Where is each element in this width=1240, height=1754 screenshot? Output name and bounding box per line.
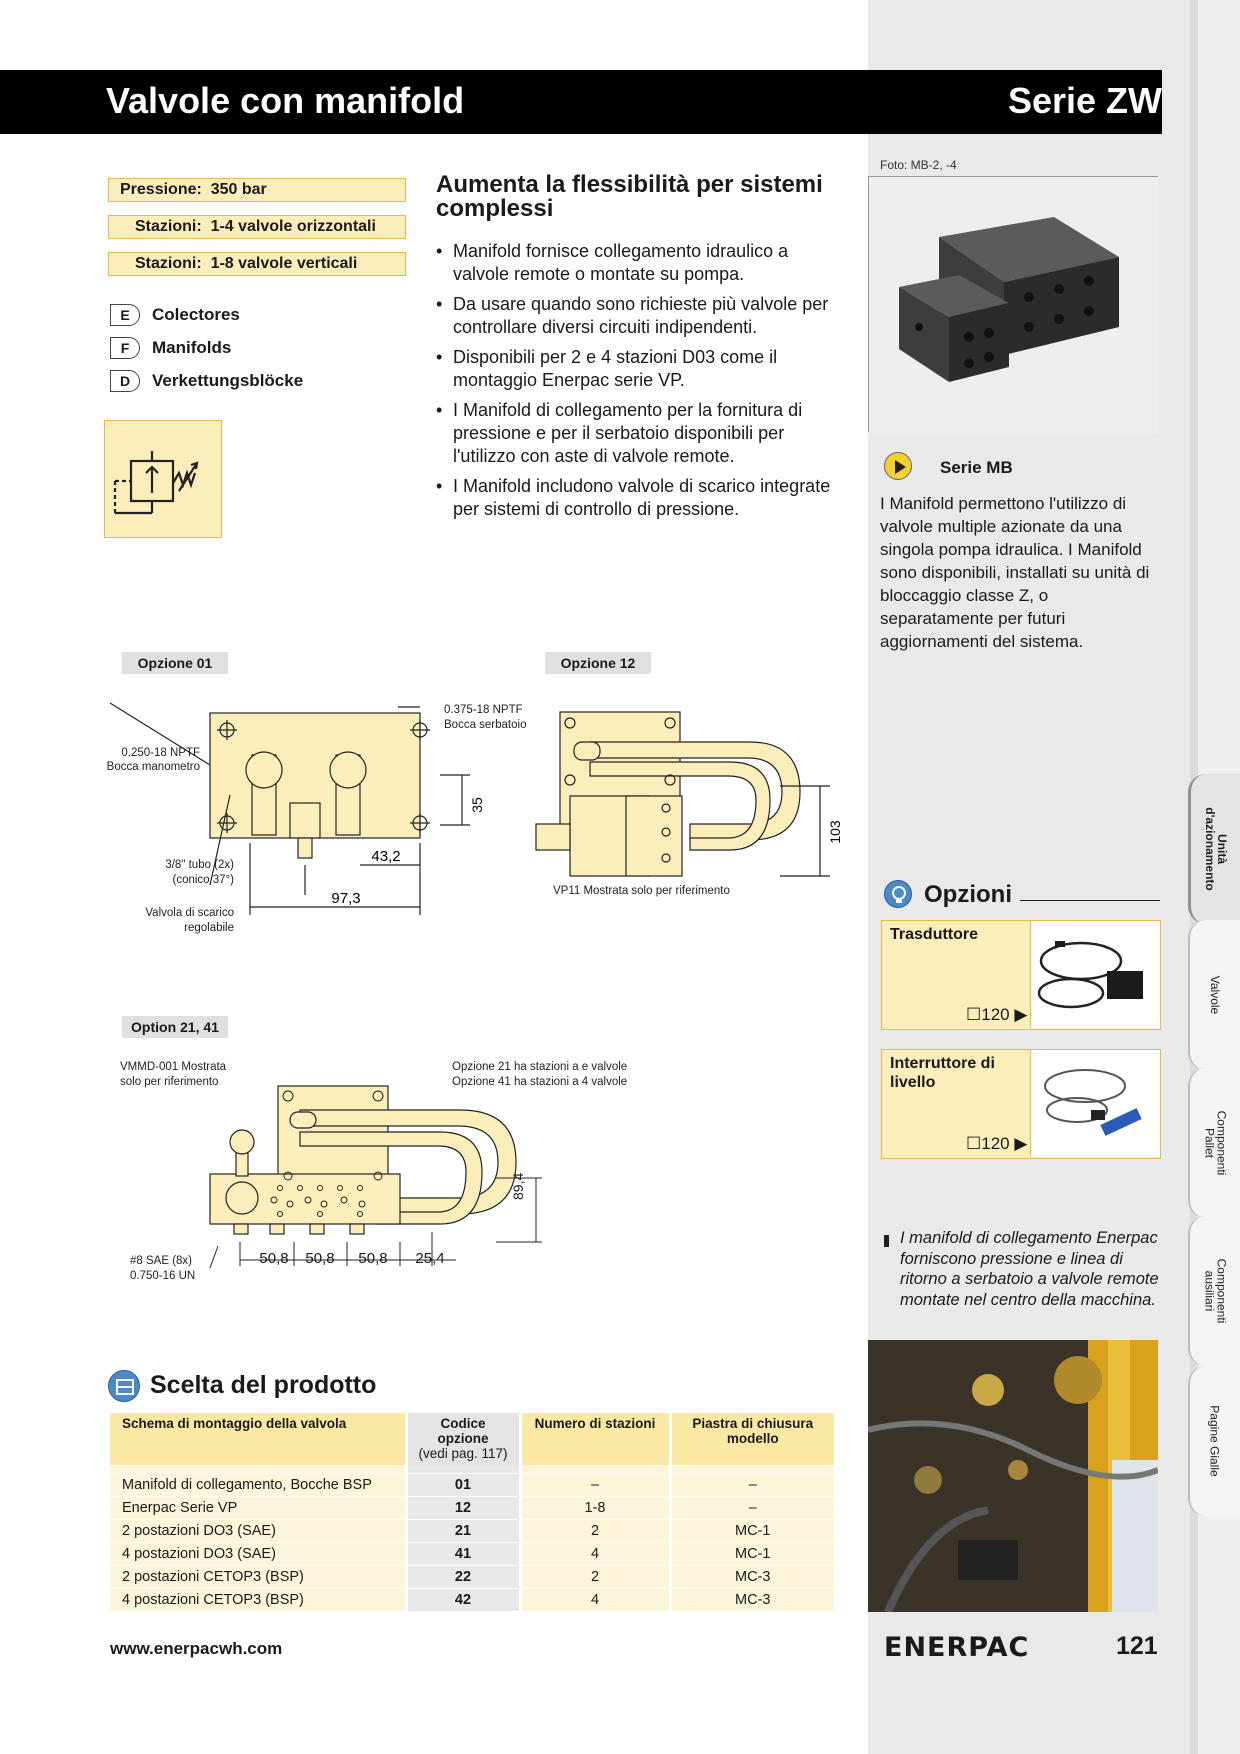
tank-port-spec: 0.375-18 NPTF: [444, 704, 523, 716]
machine-application-image: [868, 1340, 1158, 1612]
dim-103: 103: [827, 820, 843, 844]
tab-unita-azionamento[interactable]: Unità d'azionamento: [1188, 774, 1240, 924]
intro-bullets: [436, 240, 836, 528]
option-12-label: Opzione 12: [545, 652, 651, 674]
manifold-photo: [868, 176, 1158, 432]
language-de: D Verkettungsblöcke: [110, 370, 303, 392]
un-port-spec: 0.750-16 UN: [130, 1270, 196, 1282]
bullet-item: • I Manifold includono valvole di scarico integrate per sistemi di controllo di pressione.: [436, 475, 836, 521]
spec-pressure: Pressione: 350 bar: [108, 178, 406, 202]
play-icon: [884, 452, 912, 480]
option-card-transducer[interactable]: [881, 920, 1161, 1030]
table-row: Enerpac Serie VP 12 1-8 –: [110, 1496, 834, 1519]
product-selection-table: [110, 1413, 834, 1612]
tab-componenti-pallet[interactable]: Componenti Pallet: [1188, 1068, 1240, 1218]
enerpac-logo: ENERPAC: [884, 1632, 1030, 1663]
dim-508-b: 50,8: [305, 1250, 335, 1267]
option-name: Trasduttore: [890, 926, 979, 943]
page-icon: ☐: [966, 1005, 982, 1024]
col-schema: Schema di montaggio della valvola: [110, 1413, 406, 1465]
mb-series-title: Serie MB: [940, 458, 1013, 477]
tab-componenti-ausiliari[interactable]: Componenti ausiliari: [1188, 1216, 1240, 1366]
vmmd-ref-2: solo per riferimento: [120, 1076, 219, 1088]
mb-series-description: I Manifold permettono l'utilizzo di valvole multiple azionate da una singola pompa idraulica. I Manifold sono disponibili, installati su unità di bloccaggio classe Z, o separatamente per futuri aggiornamenti del sistema.: [880, 494, 1150, 651]
table-row: Manifold di collegamento, Bocche BSP 01 – –: [110, 1473, 834, 1496]
vp11-note: VP11 Mostrata solo per riferimento: [553, 885, 730, 897]
dim-254: 25,4: [415, 1250, 445, 1267]
series-title: Serie ZW: [1007, 80, 1162, 121]
drawing-option-21-41: [200, 1082, 560, 1272]
footer-url[interactable]: www.enerpacwh.com: [110, 1639, 283, 1658]
dim-894: 89,4: [510, 1172, 526, 1200]
options-divider: [1020, 900, 1160, 901]
dim-508-c: 50,8: [358, 1250, 388, 1267]
options-title: Opzioni: [924, 881, 1012, 908]
level-switch-photo: [1030, 1050, 1160, 1157]
tab-pagine-gialle[interactable]: Pagine Gialle: [1188, 1366, 1240, 1516]
tab-valvole[interactable]: Valvole: [1188, 920, 1240, 1070]
arrow-right-icon: ▶: [1014, 1005, 1028, 1024]
tube-spec: 3/8" tubo (2x): [165, 859, 234, 871]
level-switch-image: [1031, 1050, 1159, 1157]
tube-cone: (conico 37°): [172, 874, 234, 886]
bullet-item: • Manifold fornisce collegamento idraulico a valvole remote o montate su pompa.: [436, 240, 836, 286]
option-name: Interruttore di livello: [890, 1055, 995, 1091]
col-plate: Piastra di chiusura modello: [670, 1413, 834, 1465]
option-01-label: Opzione 01: [122, 652, 228, 674]
relief-valve-label: Valvola di scarico: [145, 907, 234, 919]
language-fr: F Manifolds: [110, 337, 231, 359]
bullet-item: • I Manifold di collegamento per la fornitura di pressione e per il serbatoio disponibili per l'utilizzo con aste di valvole remote.: [436, 399, 836, 468]
col-code: Codice opzione (vedi pag. 117): [406, 1413, 520, 1465]
relief-valve-symbol-icon: [105, 421, 223, 539]
transducer-photo: [1030, 921, 1160, 1028]
page-number: 121: [1116, 1632, 1158, 1660]
spec-stations-horizontal: Stazioni: 1-4 valvole orizzontali: [108, 215, 406, 239]
col-stations: Numero di stazioni: [520, 1413, 670, 1465]
bullet-item: • Da usare quando sono richieste più valvole per controllare diversi circuiti indipendenti.: [436, 293, 836, 339]
table-row: 2 postazioni DO3 (SAE) 21 2 MC-1: [110, 1519, 834, 1542]
relief-valve-label-2: regolabile: [184, 922, 234, 934]
vmmd-ref: VMMD-001 Mostrata: [120, 1061, 227, 1073]
table-row: 4 postazioni CETOP3 (BSP) 42 4 MC-3: [110, 1588, 834, 1611]
tank-port-name: Bocca serbatoio: [444, 719, 527, 731]
page-title: Valvole con manifold: [106, 80, 465, 121]
table-row: 4 postazioni DO3 (SAE) 41 4 MC-1: [110, 1542, 834, 1565]
option-card-level-switch[interactable]: [881, 1049, 1161, 1159]
opt21-note: Opzione 21 ha stazioni a e valvole: [452, 1061, 628, 1073]
option-21-41-label: Option 21, 41: [122, 1016, 228, 1038]
photo-caption: Foto: MB-2, -4: [880, 158, 957, 172]
spec-stations-vertical: Stazioni: 1-8 valvole verticali: [108, 252, 406, 276]
application-quote: I manifold di collegamento Enerpac forniscono pressione e linea di ritorno a serbatoio a valvole remote montate nel centro della macchina.: [884, 1228, 1164, 1310]
table-row: 2 postazioni CETOP3 (BSP) 22 2 MC-3: [110, 1565, 834, 1588]
selection-icon: [108, 1370, 140, 1402]
dim-43: 43,2: [371, 848, 401, 865]
gauge-port-name: Bocca manometro: [106, 761, 200, 773]
relief-valve-symbol: [104, 420, 222, 538]
transducer-image: [1031, 921, 1159, 1028]
drawing-option-12: [530, 700, 850, 890]
page-icon: ☐: [966, 1134, 982, 1153]
opt41-note: Opzione 41 ha stazioni a 4 valvole: [452, 1076, 628, 1088]
dim-508-a: 50,8: [259, 1250, 289, 1267]
selection-title: Scelta del prodotto: [150, 1371, 377, 1399]
manifold-blocks-image: [869, 177, 1159, 433]
sae-port-spec: #8 SAE (8x): [130, 1255, 192, 1267]
application-photo: [868, 1340, 1158, 1612]
dim-97: 97,3: [331, 890, 361, 907]
intro-headline: Aumenta la flessibilità per sistemi complessi: [436, 171, 823, 222]
bullet-item: • Disponibili per 2 e 4 stazioni D03 come il montaggio Enerpac serie VP.: [436, 346, 836, 392]
lightbulb-icon: [884, 880, 912, 908]
arrow-right-icon: ▶: [1014, 1134, 1028, 1153]
page-ref[interactable]: ☐120 ▶: [966, 1005, 1028, 1024]
dim-35: 35: [469, 797, 485, 813]
page-ref[interactable]: ☐120 ▶: [966, 1134, 1028, 1153]
gauge-port-spec: 0.250-18 NPTF: [121, 747, 200, 759]
language-es: E Colectores: [110, 304, 240, 326]
